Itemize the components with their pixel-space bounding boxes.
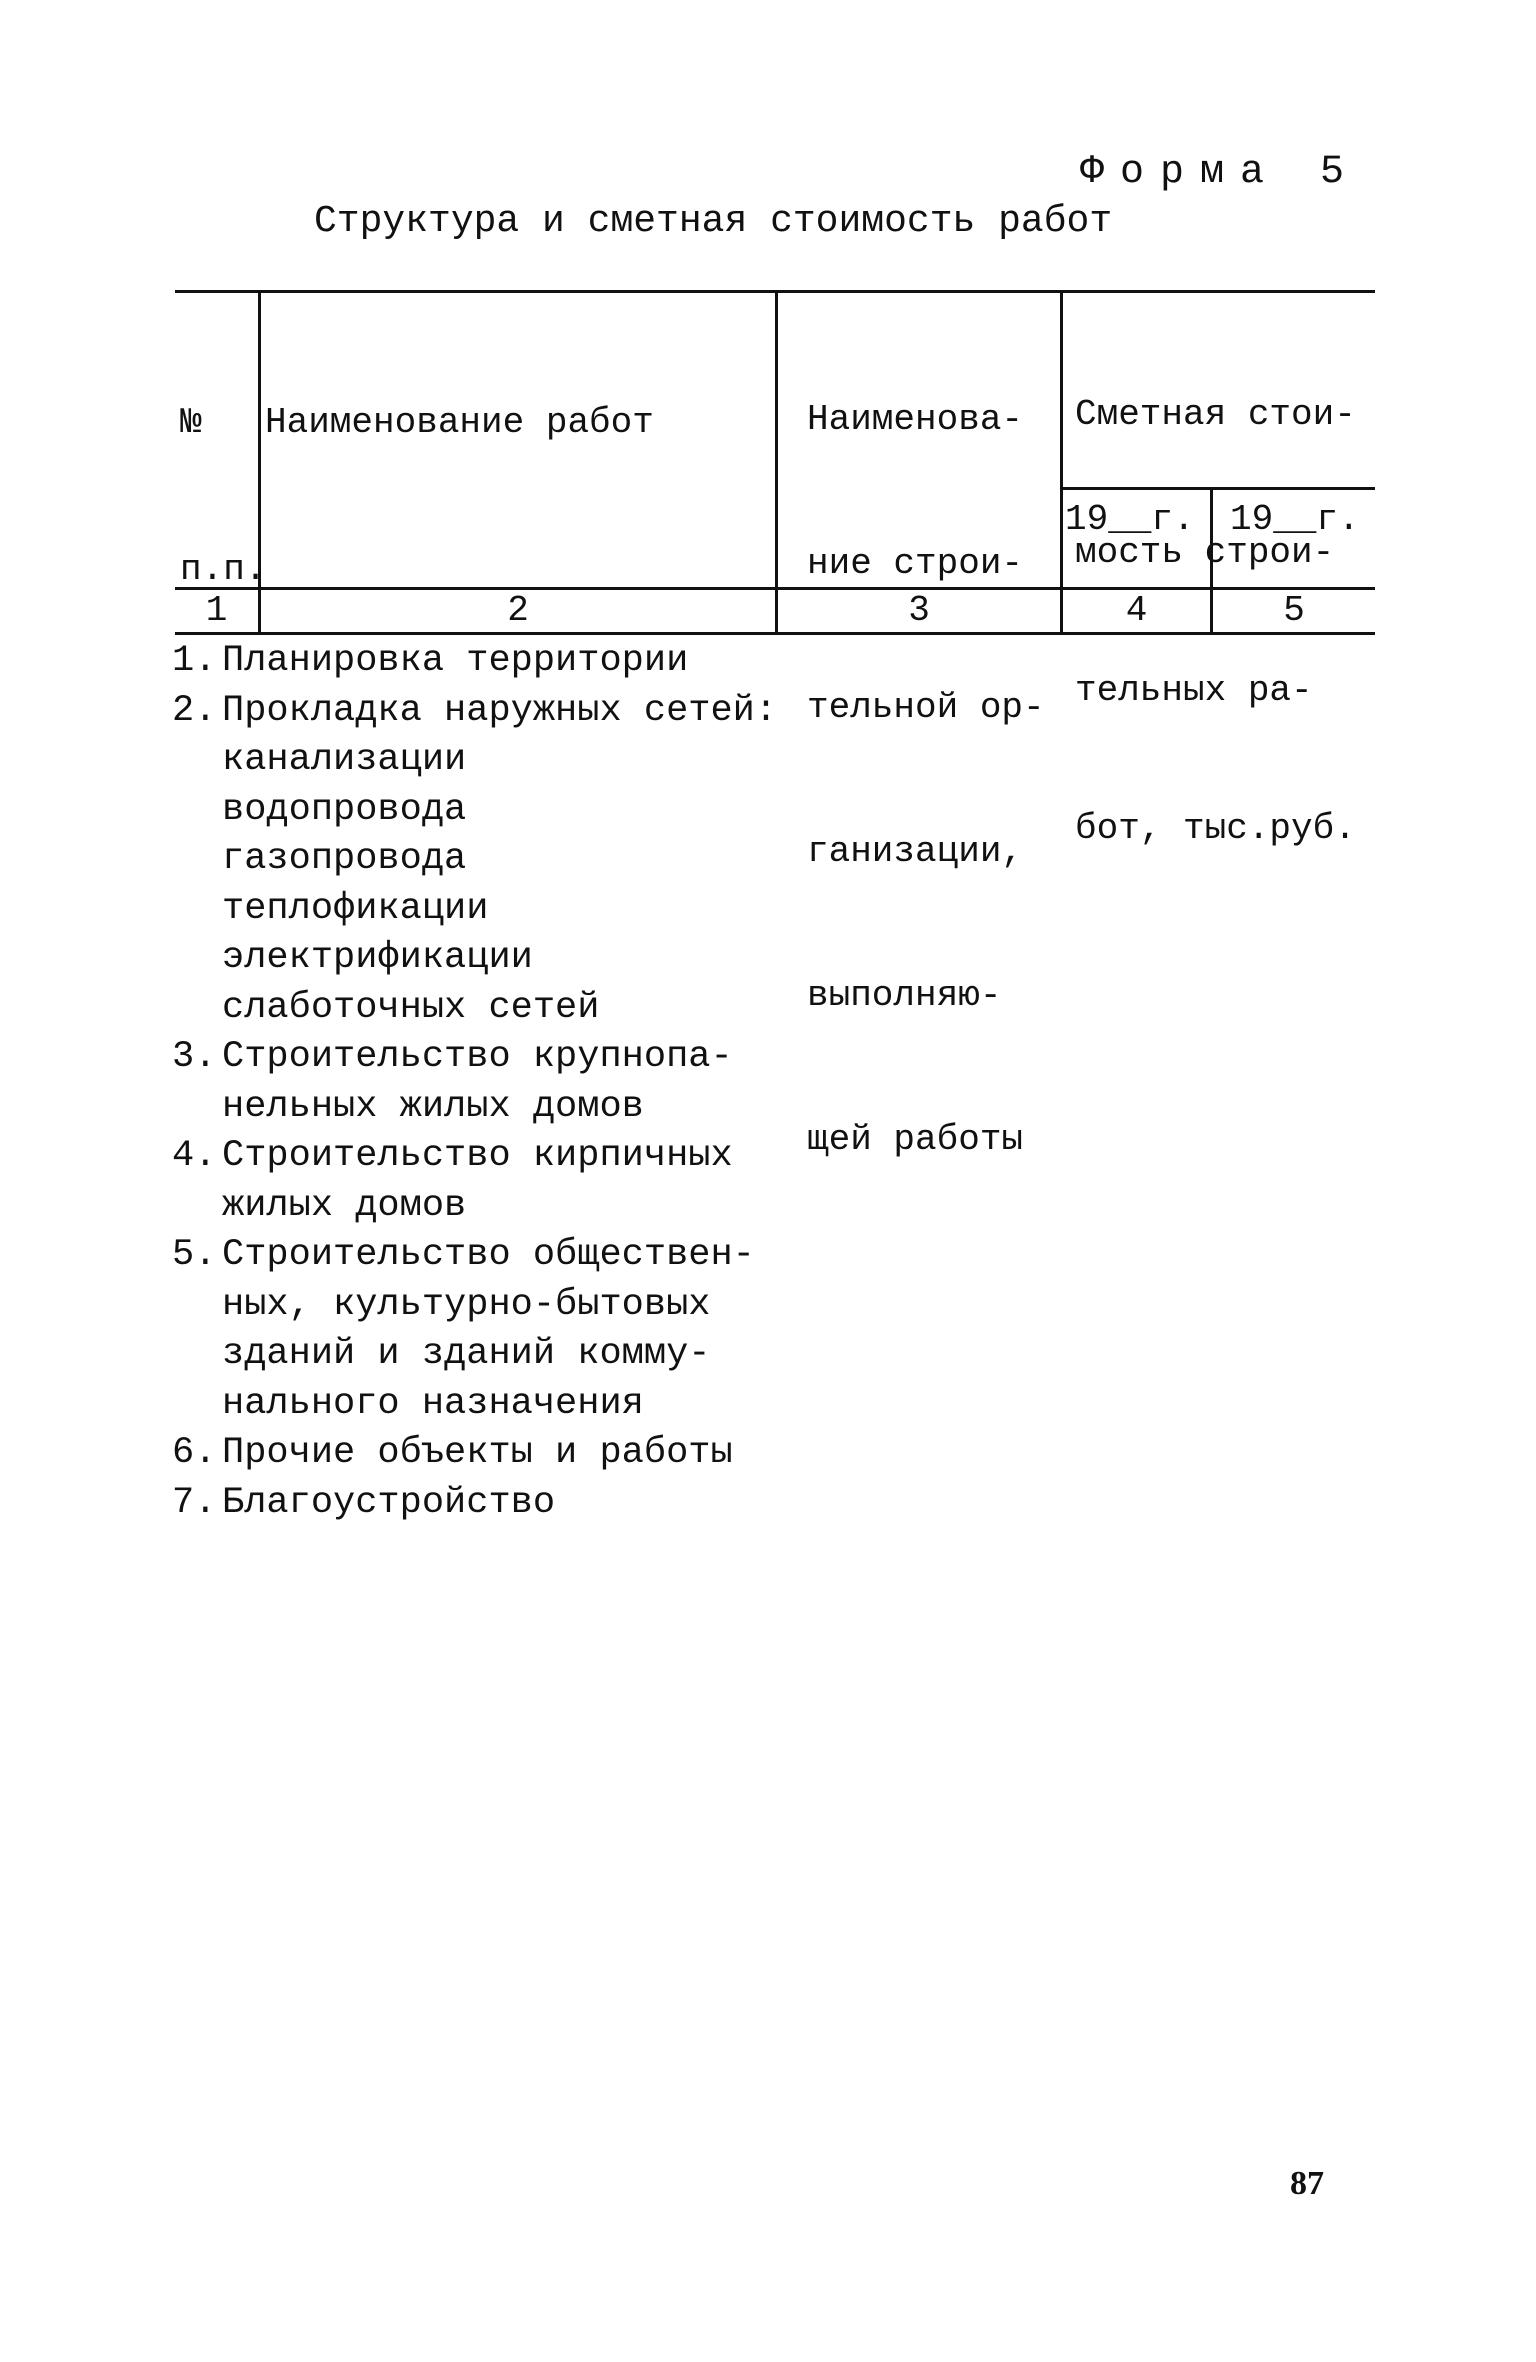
list-item	[172, 687, 777, 737]
item-number: 2.	[172, 689, 217, 732]
sub-item: теплофикации	[222, 887, 489, 930]
header-col3-line: ганизации,	[807, 831, 1024, 872]
document-title: Структура и сметная стоимость работ	[314, 200, 1113, 243]
item-text: Благоустройство	[222, 1481, 556, 1524]
item-text: Строительство обществен-	[222, 1234, 755, 1276]
header-col3	[807, 300, 1045, 1260]
item-number: 7.	[172, 1481, 217, 1524]
header-col45-line: бот, тыс.руб.	[1075, 808, 1356, 849]
item-text-continuation: нельных жилых домов	[222, 1085, 644, 1128]
item-number: 1.	[172, 640, 217, 682]
list-item	[172, 1231, 777, 1281]
header-col5-year: 19__г.	[1230, 499, 1360, 540]
item-text: Планировка территории	[222, 640, 689, 682]
sub-item: газопровода	[222, 838, 467, 880]
header-col3-line: выполняю-	[807, 975, 1002, 1016]
list-item	[172, 1479, 777, 1529]
form-label: Форма 5	[1080, 150, 1361, 195]
sub-item: водопровода	[222, 788, 467, 831]
header-col2-line: Наименование работ	[265, 402, 654, 443]
list-item	[172, 1033, 777, 1083]
header-col1-line: п.п.	[180, 549, 267, 590]
header-col2	[265, 300, 654, 545]
item-number: 5.	[172, 1234, 217, 1276]
header-col3-line: щей работы	[807, 1119, 1024, 1160]
col-number-5: 5	[1283, 590, 1305, 631]
item-text-continuation: жилых домов	[222, 1184, 467, 1227]
item-number: 3.	[172, 1036, 217, 1078]
col-number-2: 2	[507, 590, 529, 631]
col-number-1: 1	[205, 590, 228, 631]
header-col45-line: мость строи-	[1075, 532, 1335, 573]
item-text-continuation: нального назначения	[222, 1382, 644, 1425]
item-text: Строительство крупнопа-	[222, 1036, 733, 1078]
item-text: Прочие объекты и работы	[222, 1432, 733, 1474]
page-number: 87	[1290, 2165, 1324, 2202]
works-list	[172, 637, 777, 1528]
item-number: 4.	[172, 1135, 217, 1177]
list-item	[172, 637, 777, 687]
header-col4-year: 19__г.	[1065, 499, 1195, 540]
item-text: Прокладка наружных сетей:	[222, 689, 778, 732]
header-col3-line: ние строи-	[807, 543, 1024, 584]
header-col3-line: тельной ор-	[807, 687, 1045, 728]
item-text: Строительство кирпичных	[222, 1135, 733, 1177]
item-number: 6.	[172, 1432, 217, 1474]
item-text-continuation: ных, культурно-бытовых	[222, 1283, 711, 1326]
col-number-4: 4	[1125, 590, 1148, 631]
header-col1	[180, 300, 266, 692]
item-text-continuation: зданий и зданий комму-	[222, 1333, 711, 1375]
header-col3-line: Наименова-	[807, 399, 1024, 440]
col-divider-3	[1060, 290, 1063, 635]
header-col45-line: Сметная стои-	[1075, 394, 1356, 435]
col-number-3: 3	[908, 590, 930, 631]
sub-item: электрификации	[222, 937, 533, 979]
sub-item: слаботочных сетей	[222, 986, 600, 1029]
header-col45-line: тельных ра-	[1075, 670, 1313, 711]
header-col1-line: №	[180, 402, 202, 443]
list-item	[172, 1429, 777, 1479]
col-divider-2	[775, 290, 778, 635]
sub-item: канализации	[222, 739, 467, 781]
list-item	[172, 1132, 777, 1182]
